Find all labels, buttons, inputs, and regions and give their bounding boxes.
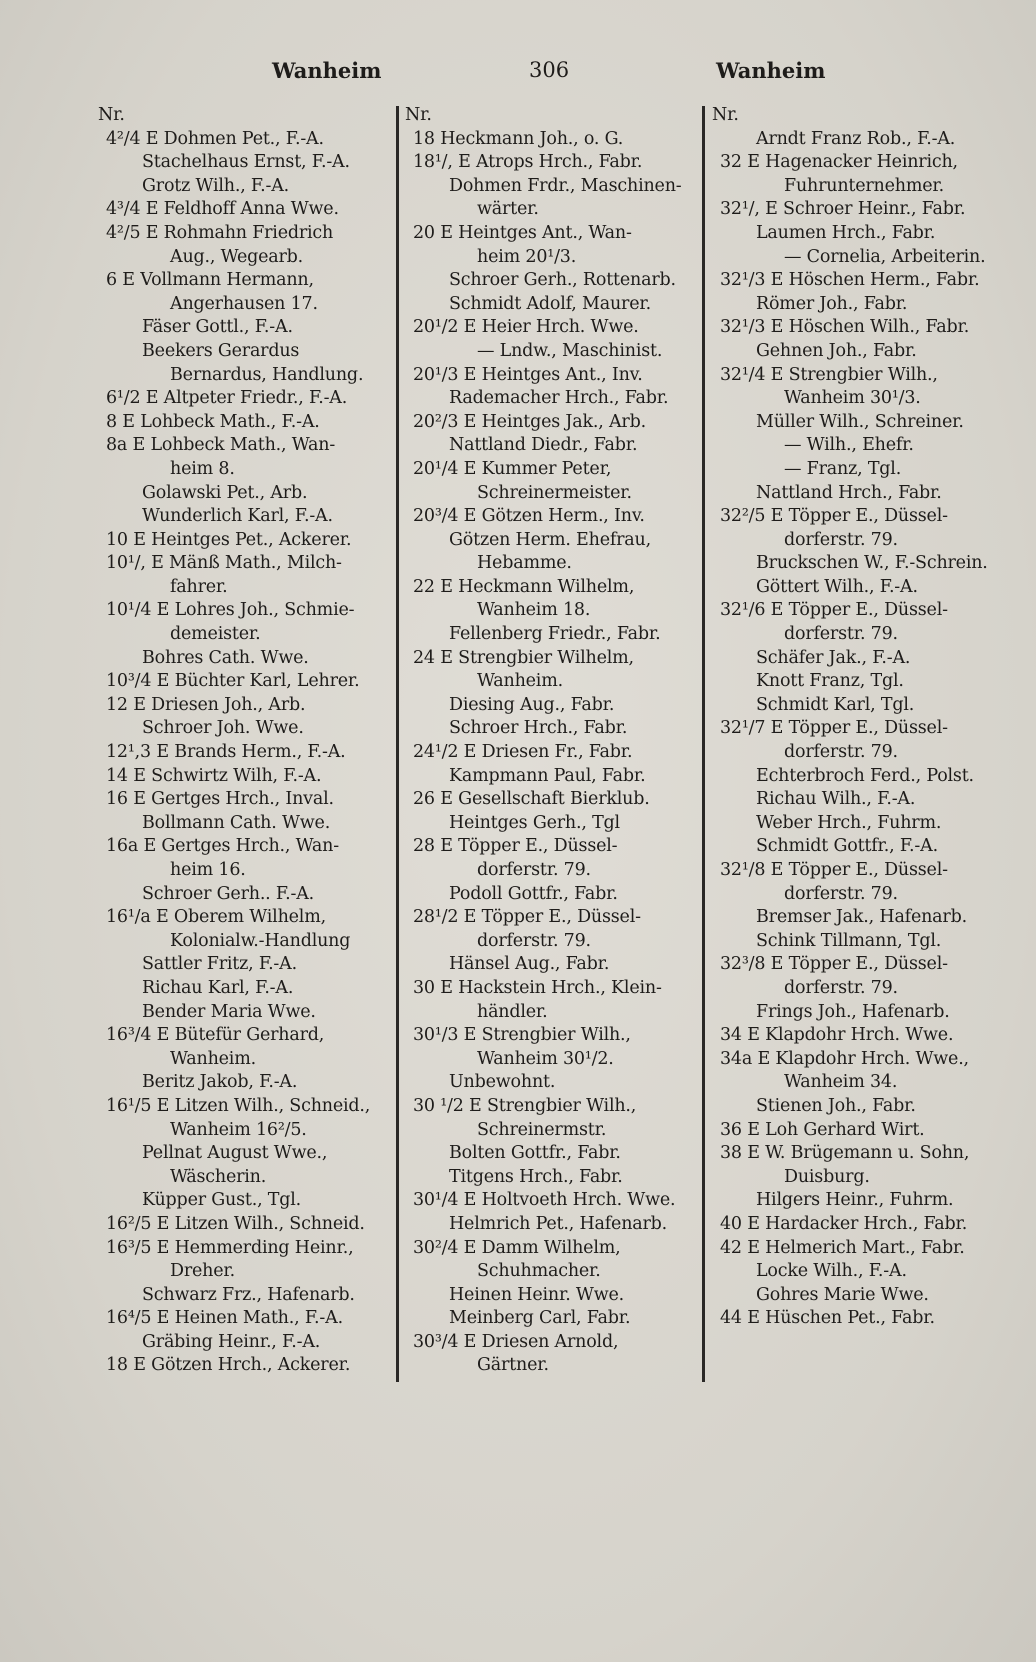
directory-entry-line: 24¹/2 E Driesen Fr., Fabr. (413, 742, 633, 763)
directory-entry-line: Diesing Aug., Fabr. (449, 694, 615, 715)
directory-entry-line: Fuhrunternehmer. (784, 175, 944, 196)
directory-entry-line: Arndt Franz Rob., F.-A. (756, 128, 956, 149)
directory-entry-line: 18 E Götzen Hrch., Ackerer. (106, 1355, 351, 1376)
directory-entry-line: Beritz Jakob, F.-A. (142, 1072, 298, 1093)
directory-entry-line: Dohmen Frdr., Maschinen- (449, 175, 682, 196)
directory-entry-line: Bruckschen W., F.-Schrein. (756, 553, 988, 574)
directory-entry-line: dorferstr. 79. (784, 742, 898, 763)
directory-entry-line: 10¹/, E Mänß Math., Milch- (106, 553, 342, 574)
directory-entry-line: Schmidt Gottfr., F.-A. (756, 836, 938, 857)
directory-entry-line: dorferstr. 79. (477, 860, 591, 880)
directory-entry-line: 30¹/4 E Holtvoeth Hrch. Wwe. (413, 1190, 676, 1211)
directory-entry-line: Bollmann Cath. Wwe. (142, 812, 331, 833)
directory-entry-line: heim 20¹/3. (477, 246, 577, 267)
directory-entry-line: Meinberg Carl, Fabr. (449, 1308, 631, 1329)
directory-entry-line: Wanheim 18. (477, 600, 591, 621)
directory-entry-line: 20²/3 E Heintges Jak., Arb. (413, 411, 646, 432)
directory-entry-line: Schroer Gerh.. F.-A. (142, 883, 314, 904)
directory-entry-line: Helmrich Pet., Hafenarb. (449, 1213, 668, 1234)
directory-entry-line: Sattler Fritz, F.-A. (142, 954, 297, 975)
directory-entry-line: Frings Joh., Hafenarb. (756, 1001, 950, 1022)
directory-entry-line: 22 E Heckmann Wilhelm, (413, 576, 635, 597)
directory-entry-line: Angerhausen 17. (170, 293, 318, 314)
directory-entry-line: Pellnat August Wwe., (142, 1143, 328, 1164)
directory-entry-line: 44 E Hüschen Pet., Fabr. (720, 1308, 935, 1329)
directory-entry-line: Römer Joh., Fabr. (756, 293, 908, 314)
directory-entry-line: Unbewohnt. (449, 1072, 556, 1093)
directory-entry-line: 20³/4 E Götzen Herm., Inv. (413, 506, 645, 527)
directory-entry-line: 30³/4 E Driesen Arnold, (413, 1331, 619, 1352)
directory-entry-line: 16 E Gertges Hrch., Inval. (106, 789, 334, 810)
directory-entry-line: 6¹/2 E Altpeter Friedr., F.-A. (106, 388, 348, 409)
directory-entry-line: Schreinermstr. (477, 1119, 607, 1140)
directory-entry-line: 30 E Hackstein Hrch., Klein- (413, 977, 662, 998)
directory-entry-line: Gärtner. (477, 1355, 549, 1376)
directory-entry-line: 30 ¹/2 E Strengbier Wilh., (413, 1095, 637, 1116)
directory-entry-line: 10 E Heintges Pet., Ackerer. (106, 529, 352, 550)
directory-entry-line: Weber Hrch., Fuhrm. (756, 812, 942, 833)
directory-entry-line: 32¹/3 E Höschen Herm., Fabr. (720, 270, 980, 291)
column-heading: Nr. (712, 105, 739, 125)
directory-entry-line: Fäser Gottl., F.-A. (142, 317, 293, 338)
running-header-right: Wanheim (716, 58, 826, 83)
directory-entry-line: 12¹,3 E Brands Herm., F.-A. (106, 742, 346, 763)
directory-entry-line: 18¹/, E Atrops Hrch., Fabr. (413, 152, 643, 173)
directory-entry-line: 32¹/, E Schroer Heinr., Fabr. (720, 199, 966, 220)
directory-entry-line: 30¹/3 E Strengbier Wilh., (413, 1025, 631, 1046)
directory-entry-line: dorferstr. 79. (784, 977, 898, 998)
directory-entry-line: 4²/4 E Dohmen Pet., F.-A. (106, 128, 324, 149)
directory-entry-line: — Franz, Tgl. (784, 458, 902, 479)
directory-entry-line: Wanheim 30¹/2. (477, 1048, 614, 1069)
directory-entry-line: Gohres Marie Wwe. (756, 1284, 929, 1305)
directory-entry-line: 8 E Lohbeck Math., F.-A. (106, 411, 320, 432)
directory-entry-line: — Wilh., Ehefr. (784, 435, 914, 456)
directory-entry-line: 18 Heckmann Joh., o. G. (413, 128, 624, 149)
directory-entry-line: Richau Karl, F.-A. (142, 977, 294, 998)
directory-entry-line: Gräbing Heinr., F.-A. (142, 1331, 321, 1352)
directory-entry-line: 16¹/a E Oberem Wilhelm, (106, 907, 326, 928)
directory-entry-line: — Lndw., Maschinist. (477, 340, 663, 361)
directory-entry-line: Stienen Joh., Fabr. (756, 1095, 916, 1116)
directory-entry-line: Wanheim. (170, 1048, 256, 1069)
directory-entry-line: Hebamme. (477, 553, 572, 574)
directory-entry-line: Wanheim 34. (784, 1072, 898, 1093)
directory-entry-line: Wanheim 30¹/3. (784, 388, 921, 409)
directory-entry-line: Müller Wilh., Schreiner. (756, 411, 964, 432)
directory-entry-line: 16¹/5 E Litzen Wilh., Schneid., (106, 1095, 371, 1116)
directory-entry-line: 40 E Hardacker Hrch., Fabr. (720, 1213, 968, 1234)
column-heading: Nr. (98, 105, 125, 125)
directory-entry-line: Stachelhaus Ernst, F.-A. (142, 152, 350, 173)
directory-entry-line: Schuhmacher. (477, 1261, 601, 1282)
directory-entry-line: Kolonialw.-Handlung (170, 930, 351, 951)
directory-entry-line: Schroer Gerh., Rottenarb. (449, 270, 676, 291)
directory-entry-line: Bender Maria Wwe. (142, 1001, 316, 1022)
directory-entry-line: heim 8. (170, 458, 235, 479)
directory-entry-line: 32²/5 E Töpper E., Düssel- (720, 506, 948, 527)
directory-entry-line: 32³/8 E Töpper E., Düssel- (720, 954, 948, 975)
column-divider-2 (702, 106, 705, 1382)
directory-entry-line: — Cornelia, Arbeiterin. (784, 246, 986, 267)
directory-entry-line: 32¹/4 E Strengbier Wilh., (720, 364, 938, 385)
column-2 (405, 104, 697, 1378)
directory-entry-line: heim 16. (170, 860, 246, 880)
directory-entry-line: Bolten Gottfr., Fabr. (449, 1143, 621, 1164)
directory-entry-line: 4³/4 E Feldhoff Anna Wwe. (106, 199, 339, 220)
directory-entry-line: dorferstr. 79. (784, 624, 898, 645)
directory-entry-line: 20 E Heintges Ant., Wan- (413, 222, 632, 243)
directory-entry-line: Schreinermeister. (477, 482, 632, 503)
directory-entry-line: dorferstr. 79. (784, 883, 898, 904)
directory-entry-line: Richau Wilh., F.-A. (756, 789, 916, 810)
directory-entry-line: 10¹/4 E Lohres Joh., Schmie- (106, 600, 355, 621)
directory-entry-line: Schroer Joh. Wwe. (142, 718, 304, 739)
directory-entry-line: 6 E Vollmann Hermann, (106, 270, 314, 291)
directory-entry-line: Nattland Hrch., Fabr. (756, 482, 942, 503)
directory-entry-line: 32 E Hagenacker Heinrich, (720, 152, 958, 173)
directory-entry-line: Locke Wilh., F.-A. (756, 1261, 907, 1282)
directory-entry-line: Rademacher Hrch., Fabr. (449, 388, 669, 409)
directory-entry-line: Podoll Gottfr., Fabr. (449, 883, 618, 904)
directory-entry-line: Bremser Jak., Hafenarb. (756, 907, 967, 928)
directory-entry-line: Hänsel Aug., Fabr. (449, 954, 610, 975)
directory-entry-line: Grotz Wilh., F.-A. (142, 175, 290, 196)
directory-entry-line: Bohres Cath. Wwe. (142, 647, 309, 668)
directory-entry-line: Beekers Gerardus (142, 340, 300, 361)
directory-entry-line: Wäscherin. (170, 1166, 267, 1187)
directory-entry-line: Götzen Herm. Ehefrau, (449, 529, 651, 550)
directory-entry-line: Titgens Hrch., Fabr. (449, 1166, 623, 1187)
directory-entry-line: Schäfer Jak., F.-A. (756, 647, 911, 668)
directory-entry-line: Nattland Diedr., Fabr. (449, 435, 638, 456)
directory-entry-line: wärter. (477, 199, 539, 220)
directory-entry-line: Küpper Gust., Tgl. (142, 1190, 302, 1211)
directory-entry-line: Wunderlich Karl, F.-A. (142, 506, 333, 527)
directory-entry-line: Schmidt Karl, Tgl. (756, 694, 915, 715)
directory-entry-line: 12 E Driesen Joh., Arb. (106, 694, 306, 715)
directory-entry-line: Duisburg. (784, 1166, 870, 1187)
directory-entry-line: 32¹/6 E Töpper E., Düssel- (720, 600, 948, 621)
directory-entry-line: Schmidt Adolf, Maurer. (449, 293, 651, 314)
running-header-left: Wanheim (272, 58, 382, 83)
directory-entry-line: Fellenberg Friedr., Fabr. (449, 624, 661, 645)
directory-entry-line: händler. (477, 1001, 548, 1022)
directory-entry-line: Hilgers Heinr., Fuhrm. (756, 1190, 954, 1211)
directory-entry-line: 34a E Klapdohr Hrch. Wwe., (720, 1048, 969, 1069)
directory-entry-line: Schink Tillmann, Tgl. (756, 930, 942, 951)
directory-entry-line: Heintges Gerh., Tgl (449, 812, 620, 833)
directory-entry-line: 32¹/8 E Töpper E., Düssel- (720, 860, 948, 880)
directory-entry-line: 20¹/3 E Heintges Ant., Inv. (413, 364, 643, 385)
directory-entry-line: 28 E Töpper E., Düssel- (413, 836, 618, 857)
directory-entry-line: Kampmann Paul, Fabr. (449, 765, 646, 786)
directory-entry-line: Dreher. (170, 1261, 235, 1282)
directory-entry-line: 16²/5 E Litzen Wilh., Schneid. (106, 1213, 365, 1234)
directory-entry-line: 16³/5 E Hemmerding Heinr., (106, 1237, 354, 1258)
column-heading: Nr. (405, 105, 432, 125)
directory-entry-line: 4²/5 E Rohmahn Friedrich (106, 222, 334, 243)
directory-entry-line: 10³/4 E Büchter Karl, Lehrer. (106, 671, 360, 692)
column-1 (98, 104, 390, 1378)
directory-entry-line: demeister. (170, 624, 261, 645)
directory-entry-line: 28¹/2 E Töpper E., Düssel- (413, 907, 641, 928)
directory-entry-line: 36 E Loh Gerhard Wirt. (720, 1119, 925, 1140)
directory-entry-line: Golawski Pet., Arb. (142, 482, 308, 503)
directory-entry-line: 16³/4 E Bütefür Gerhard, (106, 1025, 325, 1046)
directory-entry-line: 14 E Schwirtz Wilh, F.-A. (106, 765, 322, 786)
directory-entry-line: 8a E Lohbeck Math., Wan- (106, 435, 336, 456)
directory-entry-line: Schroer Hrch., Fabr. (449, 718, 628, 739)
directory-entry-line: 34 E Klapdohr Hrch. Wwe. (720, 1025, 954, 1046)
directory-entry-line: Bernardus, Handlung. (170, 364, 364, 385)
directory-entry-line: Schwarz Frz., Hafenarb. (142, 1284, 355, 1305)
directory-entry-line: Wanheim 16²/5. (170, 1119, 307, 1140)
directory-entry-line: 42 E Helmerich Mart., Fabr. (720, 1237, 965, 1258)
directory-entry-line: Knott Franz, Tgl. (756, 671, 904, 692)
directory-entry-line: 26 E Gesellschaft Bierklub. (413, 789, 650, 810)
directory-entry-line: 38 E W. Brügemann u. Sohn, (720, 1143, 970, 1164)
directory-entry-line: Gehnen Joh., Fabr. (756, 340, 917, 361)
directory-entry-line: 32¹/7 E Töpper E., Düssel- (720, 718, 948, 739)
directory-entry-line: 16a E Gertges Hrch., Wan- (106, 836, 339, 857)
directory-entry-line: 30²/4 E Damm Wilhelm, (413, 1237, 621, 1258)
page-number: 306 (529, 58, 570, 82)
directory-entry-line: fahrer. (170, 576, 228, 597)
directory-entry-line: Aug., Wegearb. (170, 246, 304, 267)
column-divider-1 (396, 106, 399, 1382)
directory-entry-line: 16⁴/5 E Heinen Math., F.-A. (106, 1308, 343, 1329)
directory-entry-line: Göttert Wilh., F.-A. (756, 576, 918, 597)
directory-entry-line: 24 E Strengbier Wilhelm, (413, 647, 634, 668)
directory-entry-line: Echterbroch Ferd., Polst. (756, 765, 974, 786)
directory-entry-line: Wanheim. (477, 671, 563, 692)
directory-entry-line: 32¹/3 E Höschen Wilh., Fabr. (720, 317, 970, 338)
directory-entry-line: 20¹/4 E Kummer Peter, (413, 458, 612, 479)
directory-entry-line: dorferstr. 79. (477, 930, 591, 951)
directory-entry-line: Heinen Heinr. Wwe. (449, 1284, 625, 1305)
directory-entry-line: dorferstr. 79. (784, 529, 898, 550)
directory-entry-line: Laumen Hrch., Fabr. (756, 222, 936, 243)
column-3 (712, 104, 1012, 1331)
directory-entry-line: 20¹/2 E Heier Hrch. Wwe. (413, 317, 639, 338)
